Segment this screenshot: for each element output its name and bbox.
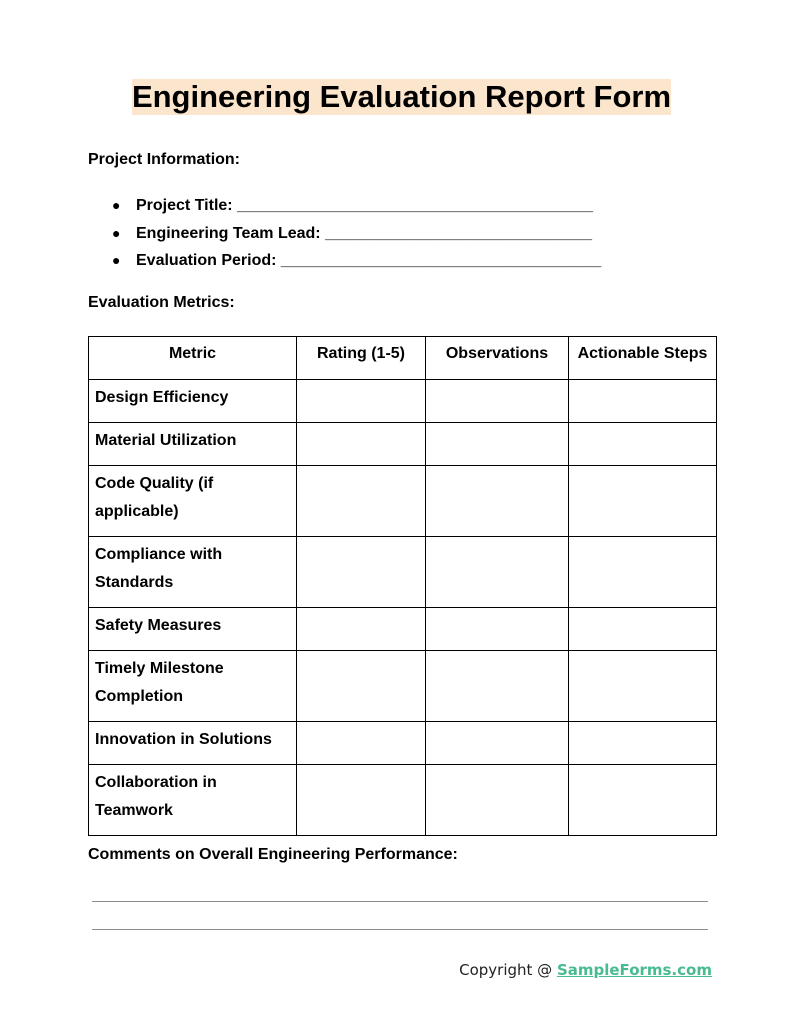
metric-cell: Compliance with Standards [89, 537, 297, 608]
observations-cell[interactable] [426, 608, 569, 651]
column-header-rating: Rating (1-5) [297, 337, 426, 380]
observations-cell[interactable] [426, 722, 569, 765]
metric-cell: Material Utilization [89, 423, 297, 466]
table-row [89, 765, 717, 836]
metric-cell: Code Quality (if applicable) [89, 466, 297, 537]
rating-cell[interactable] [297, 651, 426, 722]
actionable-steps-cell[interactable] [569, 722, 717, 765]
table-row [89, 722, 717, 765]
rating-cell[interactable] [297, 466, 426, 537]
evaluation-period-label: Evaluation Period: [136, 252, 277, 269]
table-row [89, 651, 717, 722]
actionable-steps-cell[interactable] [569, 608, 717, 651]
observations-cell[interactable] [426, 380, 569, 423]
column-header-actionable-steps: Actionable Steps [569, 337, 717, 380]
actionable-steps-cell[interactable] [569, 537, 717, 608]
evaluation-period-field[interactable] [88, 247, 601, 275]
project-title-label: Project Title: [136, 197, 233, 214]
rating-cell[interactable] [297, 722, 426, 765]
sampleforms-link[interactable]: SampleForms.com [556, 961, 712, 979]
rating-cell[interactable] [297, 423, 426, 466]
metric-cell: Timely Milestone Completion [89, 651, 297, 722]
metric-cell: Design Efficiency [89, 380, 297, 423]
bullet-icon: ● [112, 197, 121, 213]
bullet-icon: ● [112, 252, 121, 268]
actionable-steps-cell[interactable] [569, 765, 717, 836]
table-row [89, 466, 717, 537]
title-wrap [0, 79, 803, 115]
copyright-text: Copyright @ [459, 961, 557, 979]
observations-cell[interactable] [426, 537, 569, 608]
evaluation-metrics-heading: Evaluation Metrics: [88, 294, 235, 311]
comments-line-1[interactable] [92, 901, 708, 902]
rating-cell[interactable] [297, 608, 426, 651]
engineering-team-lead-label: Engineering Team Lead: [136, 224, 321, 242]
actionable-steps-cell[interactable] [569, 423, 717, 466]
observations-cell[interactable] [426, 423, 569, 466]
actionable-steps-cell[interactable] [569, 380, 717, 423]
page-title: Engineering Evaluation Report Form [131, 79, 672, 114]
observations-cell[interactable] [426, 765, 569, 836]
comments-heading: Comments on Overall Engineering Performance: [88, 846, 458, 863]
table-row [89, 423, 717, 466]
column-header-metric: Metric [89, 337, 297, 380]
column-header-observations: Observations [426, 337, 569, 380]
project-title-field[interactable] [88, 192, 601, 220]
table-header-row [89, 337, 717, 380]
engineering-team-lead-field[interactable] [88, 220, 601, 248]
project-information-heading: Project Information: [88, 151, 241, 168]
evaluation-metrics-table [88, 336, 717, 836]
table-row [89, 608, 717, 651]
comments-line-2[interactable] [92, 929, 708, 930]
rating-cell[interactable] [297, 380, 426, 423]
project-information-list [88, 192, 601, 275]
table-row [89, 537, 717, 608]
copyright-footer [459, 960, 712, 980]
observations-cell[interactable] [426, 466, 569, 537]
actionable-steps-cell[interactable] [569, 466, 717, 537]
metric-cell: Safety Measures [89, 608, 297, 651]
rating-cell[interactable] [297, 537, 426, 608]
actionable-steps-cell[interactable] [569, 651, 717, 722]
project-title-blank[interactable]: ________________________________________ [237, 197, 594, 214]
table-row [89, 380, 717, 423]
observations-cell[interactable] [426, 651, 569, 722]
metric-cell: Collaboration in Teamwork [89, 765, 297, 836]
metric-cell: Innovation in Solutions [89, 722, 297, 765]
engineering-team-lead-blank[interactable]: ______________________________ [325, 224, 593, 242]
bullet-icon: ● [112, 224, 121, 241]
rating-cell[interactable] [297, 765, 426, 836]
evaluation-period-blank[interactable]: ____________________________________ [280, 252, 602, 269]
